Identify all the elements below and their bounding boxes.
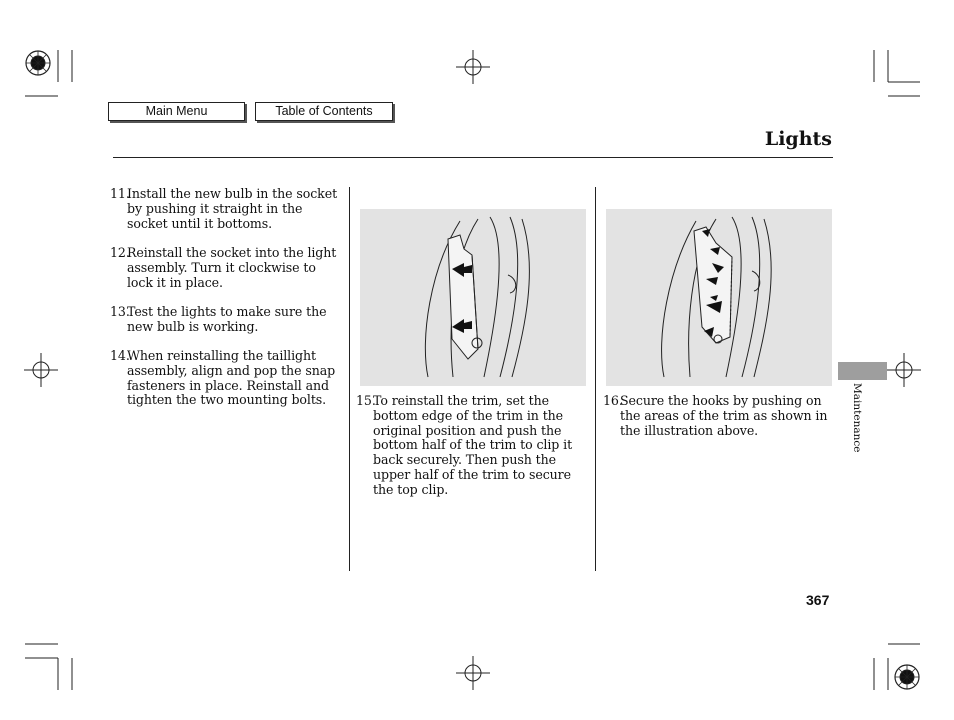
- step-15: [356, 394, 588, 498]
- step-text: Secure the hooks by pushing on the areas of the trim as shown in the illustration above.: [620, 393, 828, 438]
- step-number: 12.: [110, 245, 130, 260]
- column-divider: [595, 187, 596, 571]
- step-13: [110, 305, 342, 335]
- step-12: [110, 246, 342, 290]
- table-of-contents-button[interactable]: Table of Contents: [255, 102, 393, 121]
- step-number: 16.: [603, 393, 623, 408]
- page-title: Lights: [764, 128, 832, 150]
- trim-illustration-bottom-push: [360, 209, 586, 386]
- step-number: 14.: [110, 348, 130, 363]
- page-number: 367: [806, 592, 830, 608]
- step-number: 13.: [110, 304, 130, 319]
- step-number: 11.: [110, 186, 130, 201]
- step-16: [603, 394, 835, 438]
- step-text: Test the lights to make sure the new bulb is working.: [127, 304, 327, 334]
- main-menu-button[interactable]: Main Menu: [108, 102, 245, 121]
- trim-illustration-hooks: [606, 209, 832, 386]
- step-text: To reinstall the trim, set the bottom edge of the trim in the original position and push the bottom half of the trim to clip it back securely. Then push the upper half of the trim to secure the top clip.: [373, 393, 573, 497]
- column-divider: [349, 187, 350, 571]
- step-number: 15.: [356, 393, 376, 408]
- section-tab: [838, 362, 887, 380]
- step-14: [110, 349, 342, 408]
- section-tab-label: Maintenance: [851, 383, 863, 453]
- step-11: [110, 187, 342, 231]
- title-rule: [113, 157, 833, 158]
- step-text: Reinstall the socket into the light assembly. Turn it clockwise to lock it in place.: [127, 245, 337, 290]
- step-text: Install the new bulb in the socket by pushing it straight in the socket until it bottoms.: [127, 186, 338, 231]
- step-text: When reinstalling the taillight assembly, align and pop the snap fasteners in place. Reinstall and tighten the two mounting bolts.: [127, 348, 336, 408]
